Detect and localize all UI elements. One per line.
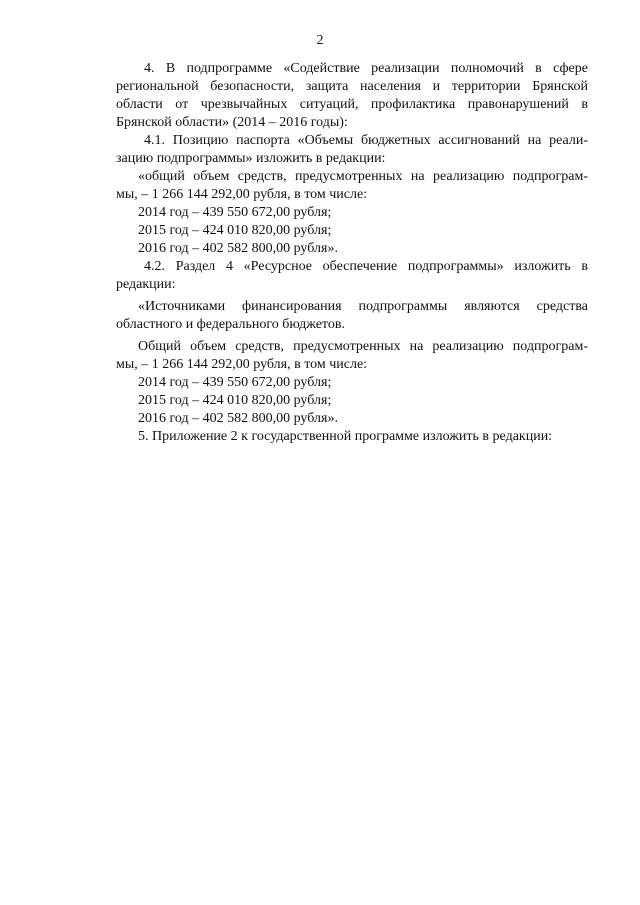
text-line: региональной безопасности, защита населения и территории Брянской: [116, 79, 588, 94]
text-line: 4.2. Раздел 4 «Ресурсное обеспечение подпрограммы» изложить в: [144, 259, 588, 274]
year-line-2016: 2016 год – 402 582 800,00 рубля».: [138, 241, 338, 256]
year-line-2016: 2016 год – 402 582 800,00 рубля».: [138, 411, 338, 426]
text-line: областного и федерального бюджетов.: [116, 317, 345, 332]
paragraph-item-5: [116, 428, 588, 446]
paragraph-item-4: [116, 60, 588, 132]
quote-passport-volumes: [116, 168, 588, 258]
quote-total-volume: [116, 338, 588, 428]
year-line-2014: 2014 год – 439 550 672,00 рубля;: [138, 205, 332, 220]
year-line-2014: 2014 год – 439 550 672,00 рубля;: [138, 375, 332, 390]
text-line: 4. В подпрограмме «Содействие реализации полномочий в сфере: [144, 61, 588, 76]
text-line: «Источниками финансирования подпрограммы являются средства: [138, 299, 588, 314]
text-line: зацию подпрограммы» изложить в редакции:: [116, 151, 386, 166]
paragraph-item-4-1: [116, 132, 588, 168]
text-line: «общий объем средств, предусмотренных на реализацию подпрограм-: [138, 169, 588, 184]
text-line: области от чрезвычайных ситуаций, профилактика правонарушений в: [116, 97, 588, 112]
year-line-2015: 2015 год – 424 010 820,00 рубля;: [138, 393, 332, 408]
paragraph-item-4-2: [116, 258, 588, 294]
quote-funding-sources: [116, 298, 588, 334]
text-line: мы, – 1 266 144 292,00 рубля, в том числе:: [116, 357, 368, 372]
text-line: Общий объем средств, предусмотренных на реализацию подпрограм-: [138, 339, 588, 354]
document-body: [116, 60, 588, 446]
text-line: мы, – 1 266 144 292,00 рубля, в том числе:: [116, 187, 368, 202]
text-line: 5. Приложение 2 к государственной программе изложить в редакции:: [138, 429, 553, 444]
text-line: Брянской области» (2014 – 2016 годы):: [116, 115, 348, 130]
page-number: 2: [316, 33, 324, 48]
year-line-2015: 2015 год – 424 010 820,00 рубля;: [138, 223, 332, 238]
text-line: редакции:: [116, 277, 176, 292]
text-line: 4.1. Позицию паспорта «Объемы бюджетных ассигнований на реали-: [144, 133, 588, 148]
